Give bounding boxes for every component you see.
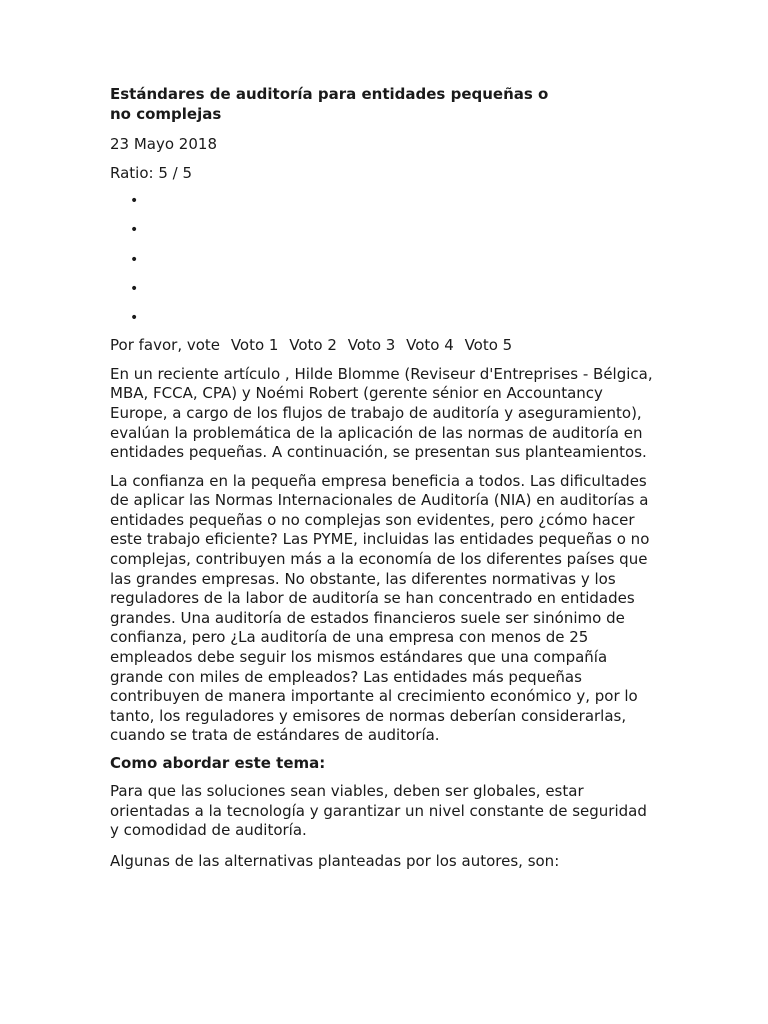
article-page <box>110 84 660 871</box>
body-paragraph: Para que las soluciones sean viables, deben ser globales, estar orientadas a la tecnología y garantizar un nivel constante de seguridad y comodidad de auditoría. <box>110 782 647 840</box>
star-rating-list <box>110 188 660 334</box>
vote-bar <box>110 336 660 356</box>
body-paragraph: En un reciente artículo , Hilde Blomme (Reviseur d'Entreprises - Bélgica, MBA, FCCA, CPA) y Noémi Robert (gerente sénior en Accountancy Europe, a cargo de los flujos de trabajo de auditoría y aseguramiento), evalúan la problemática de la aplicación de las normas de auditoría en entidades pequeñas. A continuación, se presentan sus planteamientos. <box>110 364 653 462</box>
vote-option-4[interactable]: Voto 4 <box>406 336 454 355</box>
star-item-2[interactable] <box>110 217 660 246</box>
vote-option-3[interactable]: Voto 3 <box>347 336 396 355</box>
vote-prompt: Por favor, vote <box>110 336 221 355</box>
star-item-3[interactable] <box>110 247 660 276</box>
star-item-5[interactable] <box>110 305 660 334</box>
body-paragraph: Algunas de las alternativas planteadas por los autores, son: <box>110 851 560 870</box>
article-title: Estándares de auditoría para entidades pequeñas o no complejas <box>110 85 549 123</box>
vote-option-2[interactable]: Voto 2 <box>289 336 337 355</box>
body-paragraph: La confianza en la pequeña empresa beneficia a todos. Las dificultades de aplicar las Normas Internacionales de Auditoría (NIA) en auditorías a entidades pequeñas o no complejas son evidentes, pero ¿cómo hacer este trabajo eficiente? Las PYME, incluidas las entidades pequeñas o no complejas, contribuyen más a la economía de los diferentes países que las grandes empresas. No obstante, las diferentes normativas y los reguladores de la labor de auditoría se han concentrado en entidades grandes. Una auditoría de estados financieros suele ser sinónimo de confianza, pero ¿La auditoría de una empresa con menos de 25 empleados debe seguir los mismos estándares que una compañía grande con miles de empleados? Las entidades más pequeñas contribuyen de manera importante al crecimiento económico y, por lo tanto, los reguladores y emisores de normas deberían considerarlas, cuando se trata de estándares de auditoría. <box>110 471 650 745</box>
section-heading: Como abordar este tema: <box>110 754 326 772</box>
star-item-4[interactable] <box>110 276 660 305</box>
rating-text: Ratio: 5 / 5 <box>110 163 193 182</box>
article-date: 23 Mayo 2018 <box>110 135 217 153</box>
vote-option-5[interactable]: Voto 5 <box>464 336 513 355</box>
star-item-1[interactable] <box>110 188 660 217</box>
vote-option-1[interactable]: Voto 1 <box>230 336 279 355</box>
